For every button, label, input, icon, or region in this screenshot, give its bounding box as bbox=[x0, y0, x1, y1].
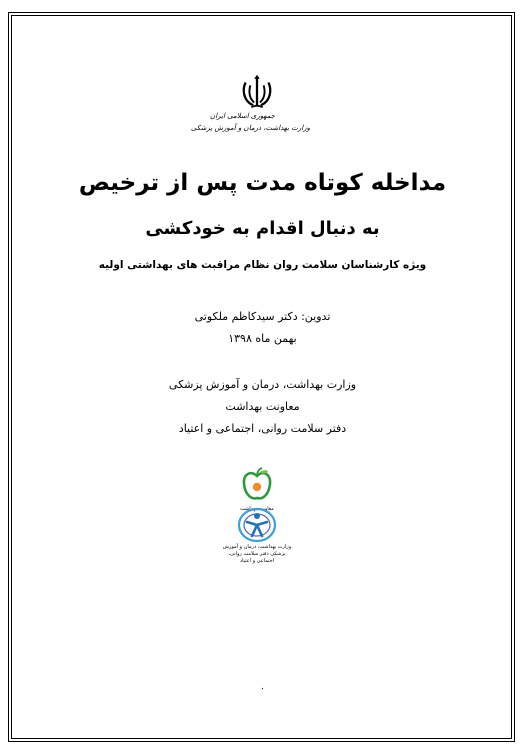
office-name: دفتر سلامت روانی، اجتماعی و اعتیاد bbox=[178, 422, 347, 435]
document-title: مداخله کوتاه مدت پس از ترخیص bbox=[78, 170, 447, 196]
emblem-caption-line2: وزارت بهداشت، درمان و آموزش پزشکی bbox=[190, 124, 310, 132]
health-deputy-apple-logo-icon bbox=[241, 466, 273, 506]
mental-health-figure-logo-icon bbox=[236, 506, 278, 544]
author-line: تدوین: دکتر سیدکاظم ملکوتی bbox=[194, 310, 331, 323]
logo1-caption: معاونت بهداشت bbox=[240, 506, 274, 512]
publication-date: بهمن ماه ۱۳۹۸ bbox=[228, 332, 297, 345]
header-emblem-block bbox=[190, 72, 315, 142]
page-number: ۰ bbox=[260, 684, 265, 694]
logo2-caption: وزارت بهداشت، درمان و آموزش پزشکی دفتر سلامت روانی، اجتماعی و اعتیاد bbox=[222, 544, 292, 564]
document-subtitle: به دنبال اقدام به خودکشی bbox=[145, 218, 380, 239]
audience-tagline: ویژه کارشناسان سلامت روان نظام مراقبت های بهداشتی اولیه bbox=[98, 259, 427, 271]
emblem-caption-line1: جمهوری اسلامی ایران bbox=[210, 112, 275, 120]
ministry-name: وزارت بهداشت، درمان و آموزش پزشکی bbox=[168, 378, 357, 391]
iran-emblem-icon bbox=[238, 72, 276, 112]
deputy-name: معاونت بهداشت bbox=[225, 400, 300, 413]
